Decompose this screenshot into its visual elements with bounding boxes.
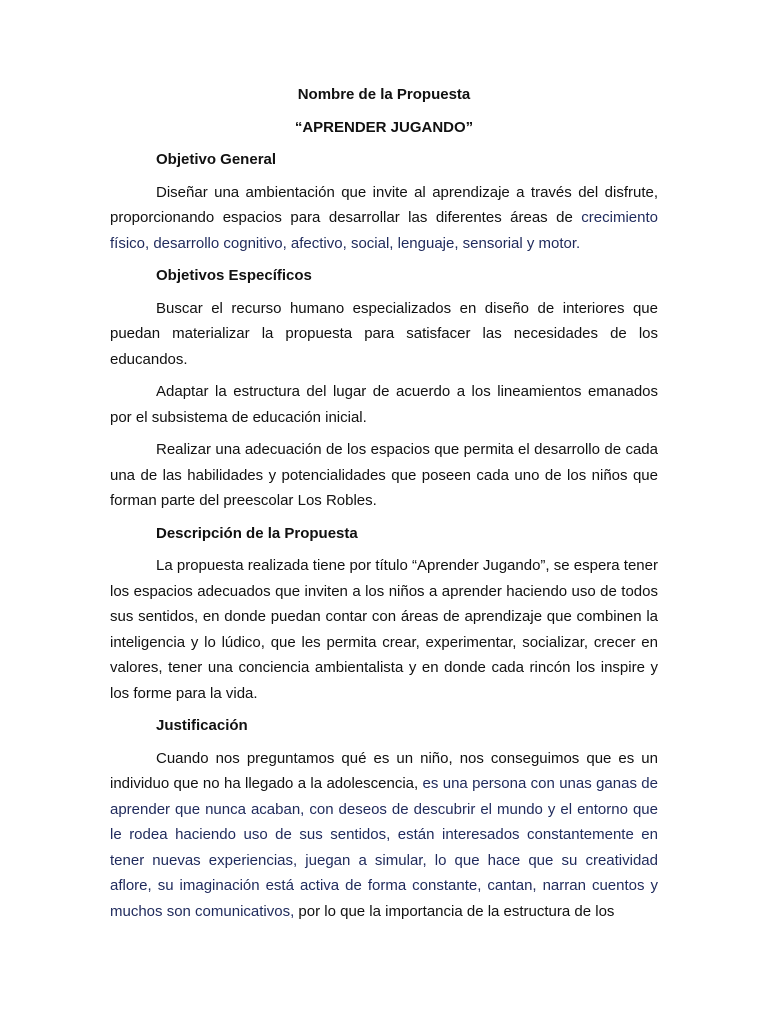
paragraph-text-accent: es una persona con unas ganas de aprender que nunca acaban, con deseos de descubrir el mundo y el entorno que le rodea haciendo uso de sus sentidos, están interesados constantemente en tener nuevas experiencias, juegan a simular, lo que hace que su creatividad aflore, su imaginación está activa de forma constante, cantan, narran cuentos y muchos son comunicativos, xyxy=(110,775,658,920)
paragraph-text: Cuando nos preguntamos qué es un niño, nos conseguimos que es un individuo que no ha llegado a la adolescencia, xyxy=(110,749,658,792)
paragraph-objetivo-general xyxy=(110,180,658,257)
paragraph-objetivo-especifico-3: Realizar una adecuación de los espacios que permita el desarrollo de cada una de las habilidades y potencialidades que poseen cada uno de los niños que forman parte del preescolar Los Robles. xyxy=(110,441,658,509)
document-page xyxy=(110,82,658,931)
paragraph-text-accent: crecimiento físico, desarrollo cognitivo, afectivo, social, lenguaje, sensorial y motor. xyxy=(110,209,658,252)
proposal-name: “APRENDER JUGANDO” xyxy=(294,118,474,136)
heading-objetivos-especificos: Objetivos Específicos xyxy=(156,267,312,284)
paragraph-text-end: por lo que la importancia de la estructura de los xyxy=(294,902,615,920)
paragraph-descripcion: La propuesta realizada tiene por título “Aprender Jugando”, se espera tener los espacios adecuados que inviten a los niños a aprender haciendo uso de todos sus sentidos, en donde puedan contar con áreas de aprendizaje que combinen la inteligencia y lo lúdico, que les permita crear, experimentar, socializar, crecer en valores, tener una conciencia ambientalista y en donde cada rincón los inspire y los forme para la vida. xyxy=(110,557,658,702)
paragraph-objetivo-especifico-1: Buscar el recurso humano especializados en diseño de interiores que puedan materializar la propuesta para satisfacer las necesidades de los educandos. xyxy=(110,299,658,368)
document-title: Nombre de la Propuesta xyxy=(297,86,471,103)
heading-descripcion: Descripción de la Propuesta xyxy=(156,524,358,542)
heading-objetivo-general: Objetivo General xyxy=(156,151,277,168)
paragraph-text: Diseñar una ambientación que invite al aprendizaje a través del disfrute, proporcionando espacios para desarrollar las diferentes áreas de xyxy=(110,183,658,226)
paragraph-justificacion xyxy=(110,746,658,925)
paragraph-objetivo-especifico-2: Adaptar la estructura del lugar de acuerdo a los lineamientos emanados por el subsistema de educación inicial. xyxy=(110,383,658,426)
heading-justificacion: Justificación xyxy=(156,717,248,734)
